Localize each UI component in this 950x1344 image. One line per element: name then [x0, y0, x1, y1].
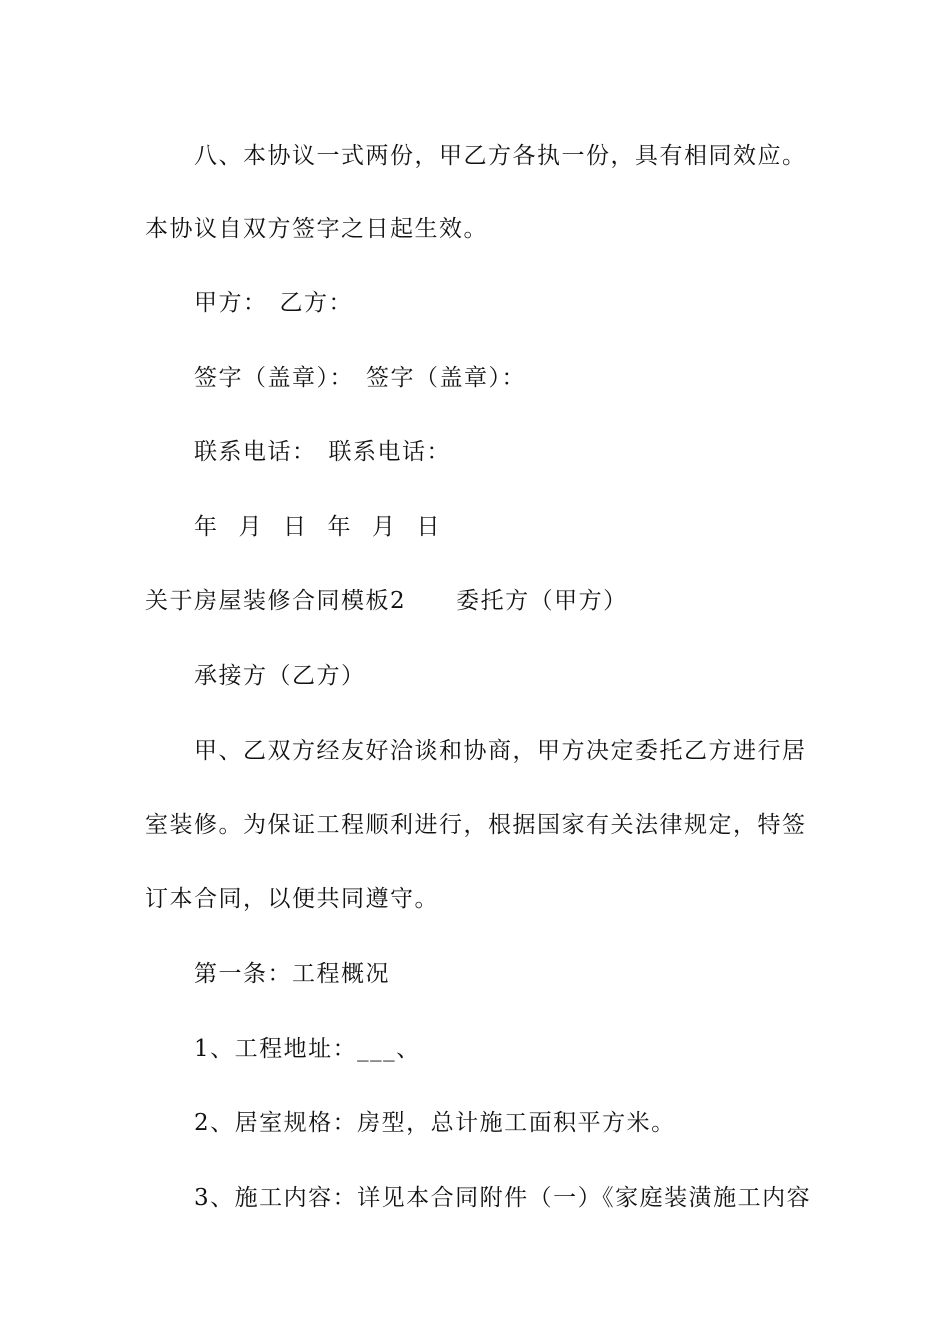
effective-clause: 本协议自双方签字之日起生效。 — [145, 216, 488, 242]
intro-line-2: 室装修。为保证工程顺利进行，根据国家有关法律规定，特签 — [145, 812, 807, 838]
party-b-label: 乙方： — [279, 290, 353, 316]
intro-line-1: 甲、乙双方经友好洽谈和协商，甲方决定委托乙方进行居 — [194, 738, 807, 764]
intro-line-3: 订本合同，以便共同遵守。 — [145, 886, 439, 912]
phone-b-label: 联系电话： — [328, 439, 451, 465]
item-room-spec: 2、居室规格：房型，总计施工面积平方米。 — [194, 1110, 676, 1136]
item-address: 1、工程地址：___、 — [194, 1036, 421, 1062]
document-title: 关于房屋装修合同模板2 — [145, 588, 407, 614]
item-construction-content: 3、施工内容：详见本合同附件（一）《家庭装潢施工内容 — [194, 1185, 812, 1211]
date-b-day: 日 — [416, 514, 441, 540]
date-a-day: 日 — [283, 514, 308, 540]
contractor-label: 承接方（乙方） — [194, 663, 366, 689]
date-a-year: 年 — [194, 514, 219, 540]
party-a-label: 甲方： — [194, 290, 268, 316]
article-one-heading: 第一条：工程概况 — [194, 961, 390, 987]
signature-b-label: 签字（盖章）： — [366, 365, 526, 391]
date-line — [194, 512, 441, 542]
signature-line — [194, 363, 526, 393]
party-line — [194, 288, 353, 318]
phone-line — [194, 437, 451, 467]
date-b-month: 月 — [372, 514, 397, 540]
phone-a-label: 联系电话： — [194, 439, 317, 465]
date-b-year: 年 — [327, 514, 352, 540]
client-label: 委托方（甲方） — [456, 588, 628, 614]
signature-a-label: 签字（盖章）： — [194, 365, 354, 391]
clause-eight: 八、本协议一式两份，甲乙方各执一份，具有相同效应。 — [194, 143, 807, 169]
title-line — [145, 586, 628, 616]
date-a-month: 月 — [238, 514, 263, 540]
